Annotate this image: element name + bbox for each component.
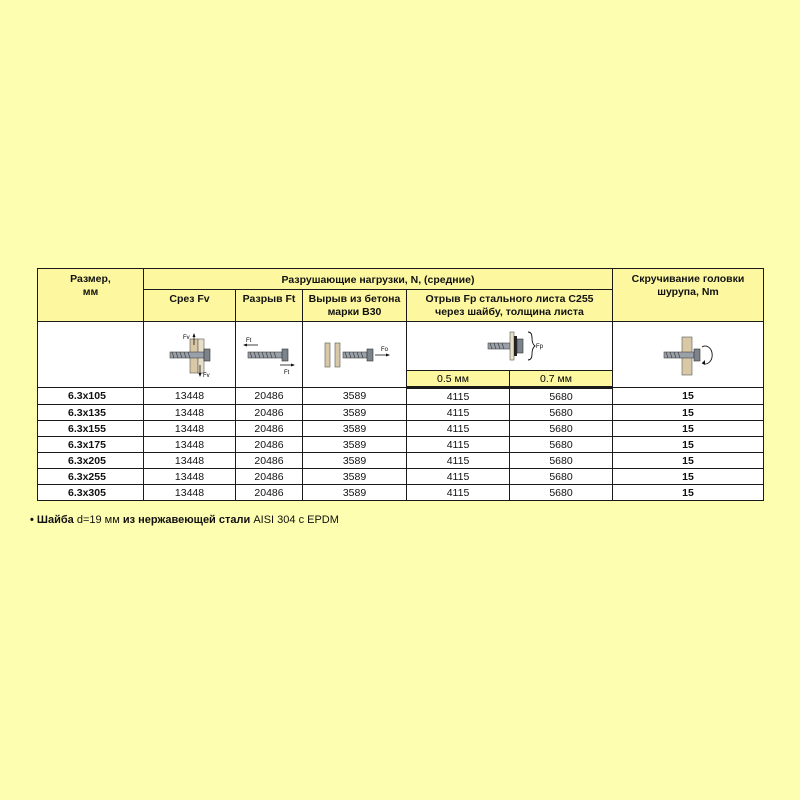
pullout-cell: 3589 <box>303 437 407 453</box>
tension-cell: 20486 <box>236 485 303 501</box>
table-row <box>38 388 764 405</box>
screw-shear-diagram-icon <box>144 322 236 388</box>
table-row <box>38 421 764 437</box>
torque-cell: 15 <box>613 437 764 453</box>
pullout-cell: 3589 <box>303 405 407 421</box>
shear-fv-bottom-label: Fv <box>202 372 210 379</box>
table-row <box>38 437 764 453</box>
tension-cell: 20486 <box>236 405 303 421</box>
shear-cell: 13448 <box>144 421 236 437</box>
pullover-0-7-cell: 5680 <box>510 437 613 453</box>
tension-ft-left-label: Ft <box>246 337 252 344</box>
footnote-washer: Шайба <box>36 514 74 526</box>
torque-cell: 15 <box>613 405 764 421</box>
pullover-0-5-cell: 4115 <box>407 421 510 437</box>
torque-cell: 15 <box>613 485 764 501</box>
pullout-cell: 3589 <box>303 469 407 485</box>
tension-cell: 20486 <box>236 453 303 469</box>
torque-cell: 15 <box>613 469 764 485</box>
pullover-0-7-cell: 5680 <box>510 388 613 405</box>
pullover-0-7-cell: 5680 <box>510 485 613 501</box>
torque-cell: 15 <box>613 421 764 437</box>
pullover-0-5-cell: 4115 <box>407 405 510 421</box>
table-row <box>38 469 764 485</box>
header-loads-group: Разрушающие нагрузки, N, (средние) <box>144 269 613 290</box>
size-cell: 6.3x175 <box>38 437 144 453</box>
size-cell: 6.3x155 <box>38 421 144 437</box>
torque-cell: 15 <box>613 388 764 405</box>
shear-cell: 13448 <box>144 405 236 421</box>
shear-cell: 13448 <box>144 453 236 469</box>
pullover-0-5-cell: 4115 <box>407 388 510 405</box>
header-pullout: Вырыв из бетона марки В30 <box>303 290 407 322</box>
thickness-0-5: 0.5 мм <box>407 371 510 388</box>
header-torque: Скручивание головки шурупа, Nm <box>613 269 764 322</box>
pullover-0-5-cell: 4115 <box>407 453 510 469</box>
load-table <box>37 268 764 501</box>
footnote-bullet: • <box>30 514 34 526</box>
tension-cell: 20486 <box>236 388 303 405</box>
pullover-0-7-cell: 5680 <box>510 469 613 485</box>
footnote-diameter: d=19 мм <box>73 514 123 526</box>
pullout-cell: 3589 <box>303 485 407 501</box>
footnote-material: из нержавеющей стали <box>122 514 251 526</box>
pullover-0-5-cell: 4115 <box>407 469 510 485</box>
table-row <box>38 405 764 421</box>
footnote <box>30 514 339 526</box>
table-row <box>38 453 764 469</box>
size-cell: 6.3x305 <box>38 485 144 501</box>
tension-cell: 20486 <box>236 421 303 437</box>
size-cell: 6.3x255 <box>38 469 144 485</box>
pullover-0-7-cell: 5680 <box>510 405 613 421</box>
pullout-cell: 3589 <box>303 421 407 437</box>
torque-cell: 15 <box>613 453 764 469</box>
pullout-cell: 3589 <box>303 388 407 405</box>
size-cell: 6.3x105 <box>38 388 144 405</box>
thickness-0-7: 0.7 мм <box>510 371 613 388</box>
shear-cell: 13448 <box>144 388 236 405</box>
size-cell: 6.3x135 <box>38 405 144 421</box>
header-size: Размер, мм <box>38 269 144 322</box>
screw-torque-diagram-icon <box>613 322 764 388</box>
footnote-spec: AISI 304 с EPDM <box>250 514 339 526</box>
tension-cell: 20486 <box>236 437 303 453</box>
screw-tension-diagram-icon <box>236 322 303 388</box>
diagram-size-empty <box>38 322 144 388</box>
shear-cell: 13448 <box>144 485 236 501</box>
tension-ft-right-label: Ft <box>284 369 290 376</box>
shear-fv-top-label: Fv <box>182 334 190 341</box>
tension-cell: 20486 <box>236 469 303 485</box>
header-shear: Срез Fv <box>144 290 236 322</box>
pullout-fo-label: Fo <box>380 346 388 353</box>
shear-cell: 13448 <box>144 437 236 453</box>
table-body <box>38 388 764 501</box>
pullover-0-5-cell: 4115 <box>407 437 510 453</box>
shear-cell: 13448 <box>144 469 236 485</box>
pullover-fp-label: Fp <box>535 344 543 350</box>
screw-pullover-diagram-icon <box>407 322 613 371</box>
header-tension: Разрыв Ft <box>236 290 303 322</box>
pullover-0-7-cell: 5680 <box>510 421 613 437</box>
screw-pullout-diagram-icon <box>303 322 407 388</box>
header-pullover: Отрыв Fp стального листа С255 через шайбу, толщина листа <box>407 290 613 322</box>
pullover-0-5-cell: 4115 <box>407 485 510 501</box>
pullover-0-7-cell: 5680 <box>510 453 613 469</box>
pullout-cell: 3589 <box>303 453 407 469</box>
size-cell: 6.3x205 <box>38 453 144 469</box>
table-row <box>38 485 764 501</box>
